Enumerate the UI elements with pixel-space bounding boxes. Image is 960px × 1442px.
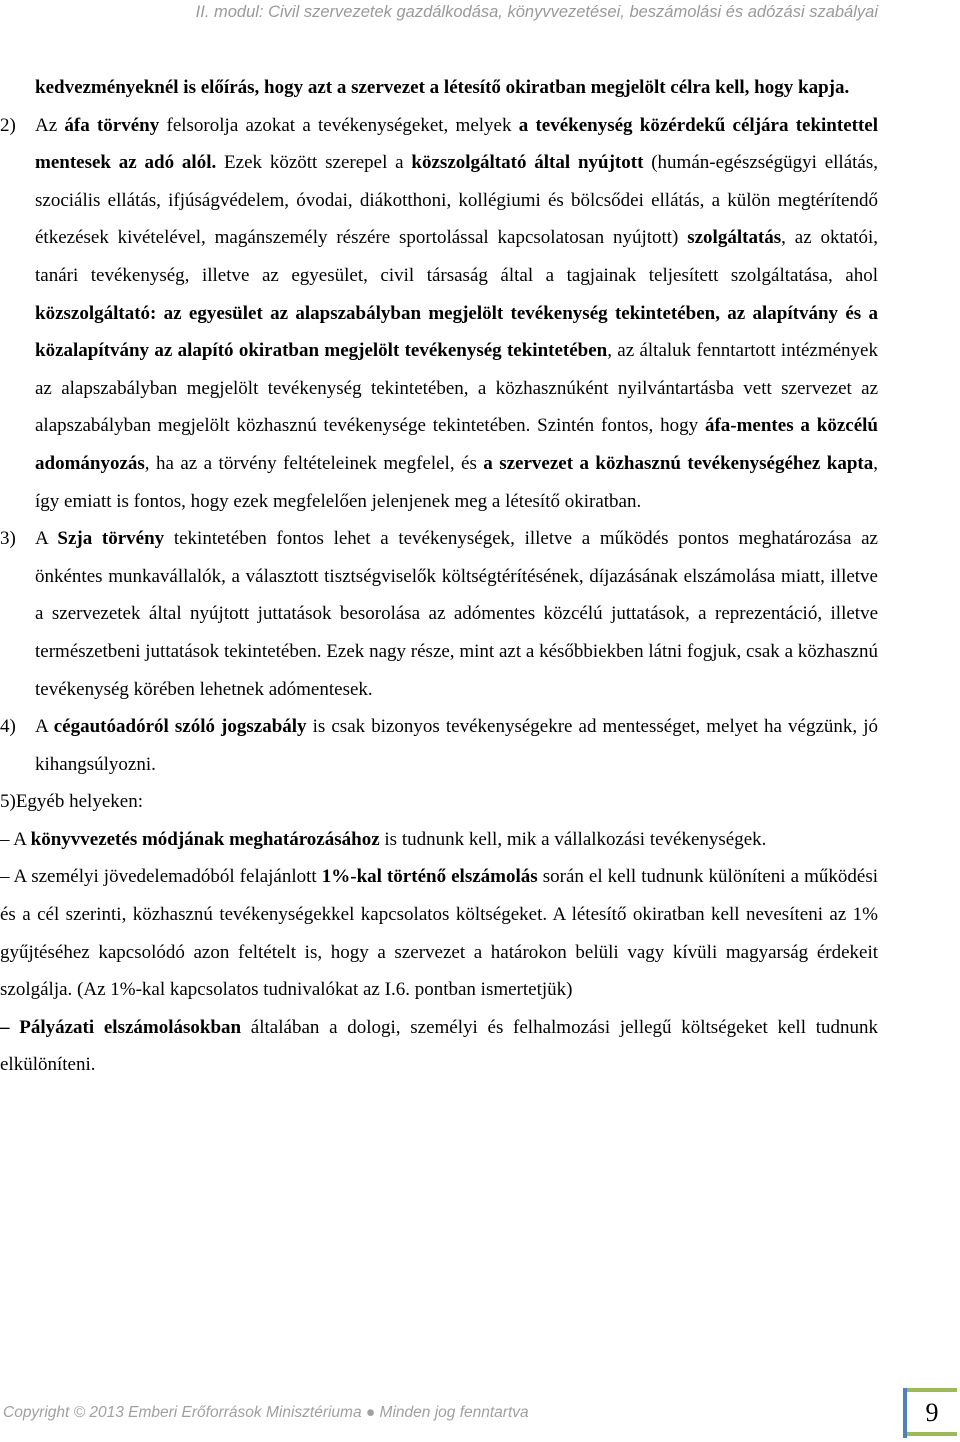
dash-item-bookkeeping: [0, 821, 960, 859]
text-run: , ha az a törvény feltételeinek megfelel, és: [144, 452, 484, 474]
text-run: – A személyi jövedelemadóból felajánlott: [0, 866, 322, 888]
list-item-2-text: [35, 115, 878, 512]
list-item-4-text: [35, 716, 878, 775]
dash-item-one-percent: [0, 858, 960, 1008]
bold-text-run: a tevékenység közérdekű céljára tekintettel mentesek az adó alól.: [35, 114, 878, 174]
text-run: , így emiatt is fontos, hogy ezek megfelelően jelenjenek meg a létesítő okiratban.: [35, 452, 878, 512]
bold-text-run: könyvvezetés módjának meghatározásához: [30, 828, 380, 850]
bold-text-run: cégautóadóról szóló jogszabály: [53, 716, 307, 738]
list-item-2: [0, 107, 960, 521]
bold-text-run: szolgáltatás: [687, 227, 782, 249]
dash-item-grants: [0, 1009, 960, 1084]
list-number: 4): [0, 716, 16, 738]
page-number-top-bar: [907, 1388, 957, 1392]
bold-text-run: áfa törvény: [64, 114, 160, 136]
text-run: felsorolja azokat a tevékenységeket, melyek: [159, 114, 519, 136]
text-run: 5)Egyéb helyeken:: [0, 791, 143, 813]
list-item-4: [0, 708, 960, 783]
running-header: II. modul: Civil szervezetek gazdálkodása, könyvvezetései, beszámolási és adózási szabályai: [195, 3, 878, 21]
footer-copyright: Copyright © 2013 Emberi Erőforrások Minisztériuma ● Minden jog fenntartva: [3, 1404, 529, 1421]
text-run: is csak bizonyos tevékenységekre ad mentességet, melyet ha végzünk, jó kihangsúlyozni.: [35, 716, 878, 775]
document-body: [0, 69, 960, 1084]
bold-text-run: a szervezet a közhasznú tevékenységéhez kapta: [483, 452, 874, 474]
text-run: Ezek között szerepel a: [216, 152, 412, 174]
paragraph-intro: [0, 69, 960, 107]
text-run: (humán-egészségügyi ellátás, szociális ellátás, ifjúságvédelem, óvodai, diákotthoni, kollégiumi és bölcsődei ellátás, a külön megtérítendő étkezések kivételével, magánszemély részére sportolással kapcsolatosan nyújtott): [35, 152, 878, 249]
page-number-box: [907, 1388, 957, 1438]
bold-text-run: 1%-kal történő elszámolás: [321, 866, 538, 888]
bold-text-run: Szja törvény: [57, 528, 165, 550]
bold-text-run: – Pályázati elszámolásokban: [0, 1016, 242, 1038]
text-run: A: [35, 528, 58, 550]
text-run: Az: [35, 114, 65, 136]
text-run: is tudnunk kell, mik a vállalkozási tevékenységek.: [379, 828, 767, 850]
bold-text-run: közszolgáltató: az egyesület az alapszabályban megjelölt tevékenység tekintetében, az alapítvány és a közalapítvány az alapító okiratban megjelölt tevékenység tekintetében: [35, 302, 878, 362]
page-number-bottom-bar: [907, 1432, 957, 1436]
text-run: során el kell tudnunk különíteni a működési és a cél szerinti, közhasznú tevékenységekkel kapcsolatos költségeket. A létesítő okiratban kell nevesíteni az 1% gyűjtéséhez kapcsolódó azon feltételt is, hogy a szervezet a határokon belüli vagy kívüli magyarság érdekeit szolgálja. (Az 1%-kal kapcsolatos tudnivalókat az I.6. pontban ismertetjük): [0, 866, 878, 1001]
text-run: , az oktatói, tanári tevékenység, illetve az egyesület, civil társaság által a tagjainak teljesített szolgáltatása, ahol: [35, 227, 878, 286]
list-item-3: [0, 520, 960, 708]
text-run: tekintetében fontos lehet a tevékenységek, illetve a működés pontos meghatározása az önkéntes munkavállalók, a választott tisztségviselők költségtérítésének, díjazásának elszámolása miatt, illetve a szervezetek által nyújtott juttatások besorolása az adómentes közcélú juttatások, a reprezentáció, illetve természetbeni juttatások tekintetében. Ezek nagy része, mint azt a későbbiekben látni fogjuk, csak a közhasznú tevékenység körében lehetnek adómentesek.: [35, 528, 878, 700]
bold-text-run: kedvezményeknél is előírás, hogy azt a szervezet a létesítő okiratban megjelölt célra kell, hogy kapja.: [35, 77, 850, 98]
bold-text-run: közszolgáltató által nyújtott: [411, 152, 644, 174]
list-number: 3): [0, 528, 16, 550]
list-item-5-heading: [0, 783, 960, 821]
bold-text-run: áfa-mentes a közcélú adományozás: [35, 415, 878, 474]
page-number: 9: [925, 1398, 939, 1427]
list-number: 2): [0, 114, 16, 136]
text-run: – A: [0, 828, 31, 850]
text-run: A: [35, 716, 54, 738]
list-item-3-text: [35, 528, 878, 699]
text-run: , az általuk fenntartott intézmények az alapszabályban megjelölt tevékenység tekintetében, a közhasznúként nyilvántartásba vett szervezet az alapszabályban megjelölt közhasznú tevékenysége tekintetében. Szintén fontos, hogy: [35, 340, 878, 437]
text-run: általában a dologi, személyi és felhalmozási jellegű költségeket kell tudnunk elkülöníteni.: [0, 1016, 878, 1076]
